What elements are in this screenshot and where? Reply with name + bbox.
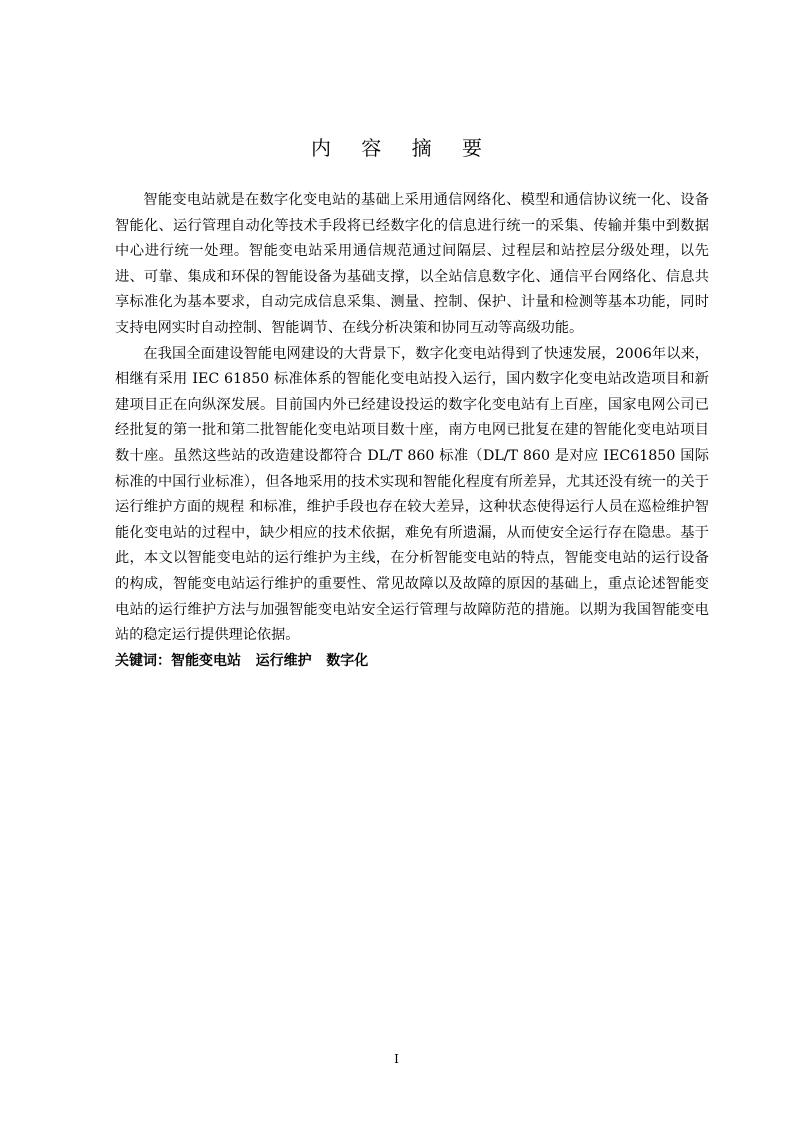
abstract-paragraph-2: 在我国全面建设智能电网建设的大背景下，数字化变电站得到了快速发展，2006年以来，相继有采用 IEC 61850 标准体系的智能化变电站投入运行，国内数字化变电站改造项目和新建项目正在向纵深发展。目前国内外已经建设投运的数字化变电站有上百座，国家电网公司已经批复的第一批和第二批智能化变电站项目数十座，南方电网已批复在建的智能化变电站项目数十座。虽然这些站的改造建设都符合 DL/T 860 标准（DL/T 860 是对应 IEC61850 国际标准的中国行业标准），但各地采用的技术实现和智能化程度有所差异，尤其还没有统一的关于运行维护方面的规程 和标准，维护手段也存在较大差异，这种状态使得运行人员在巡检维护智能化变电站的过程中，缺少相应的技术依据，难免有所遗漏，从而使安全运行存在隐患。基于此，本文以智能变电站的运行维护为主线，在分析智能变电站的特点，智能变电站的运行设备的构成，智能变电站运行维护的重要性、常见故障以及故障的原因的基础上，重点论述智能变电站的运行维护方法与加强智能变电站安全运行管理与故障防范的措施。以期为我国智能变电站的稳定运行提供理论依据。 — [115, 345, 709, 644]
page-number: I — [394, 1052, 399, 1066]
abstract-body — [115, 188, 709, 674]
keywords-line: 关键词：智能变电站 运行维护 数字化 — [115, 652, 369, 669]
abstract-title: 内 容 摘 要 — [310, 136, 495, 160]
abstract-paragraph-1: 智能变电站就是在数字化变电站的基础上采用通信网络化、模型和通信协议统一化、设备智能化、运行管理自动化等技术手段将已经数字化的信息进行统一的采集、传输并集中到数据中心进行统一处理。智能变电站采用通信规范通过间隔层、过程层和站控层分级处理，以先进、可靠、集成和环保的智能设备为基础支撑，以全站信息数字化、通信平台网络化、信息共享标准化为基本要求，自动完成信息采集、测量、控制、保护、计量和检测等基本功能，同时支持电网实时自动控制、智能调节、在线分析决策和协同互动等高级功能。 — [115, 192, 709, 336]
